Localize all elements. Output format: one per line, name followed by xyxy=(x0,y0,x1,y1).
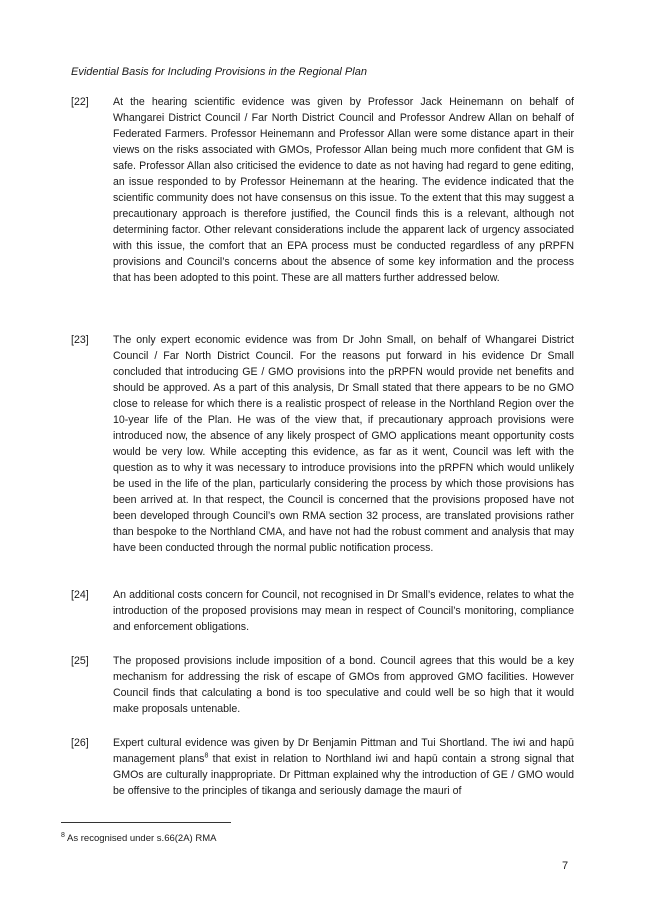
paragraph-24 xyxy=(71,587,574,635)
paragraph-text-start: Expert cultural evidence was given by Dr Benjamin Pittman and Tui Shortland. The iwi and hapū management plans xyxy=(113,737,574,765)
paragraph-23 xyxy=(71,332,574,556)
footnote-reference[interactable]: 8 xyxy=(204,752,209,760)
section-heading: Evidential Basis for Including Provisions in the Regional Plan xyxy=(71,66,367,78)
paragraph-25 xyxy=(71,653,574,717)
footnote xyxy=(61,833,216,844)
footnote-divider xyxy=(61,822,231,823)
paragraph-26 xyxy=(71,735,574,799)
paragraph-text: An additional costs concern for Council, not recognised in Dr Small’s evidence, relates to what the introduction of the proposed provisions may mean in respect of Council’s monitoring, compliance and enforcement obligations. xyxy=(113,589,574,633)
paragraph-22 xyxy=(71,94,574,286)
paragraph-number: [23] xyxy=(71,334,89,346)
paragraph-number: [25] xyxy=(71,655,89,667)
footnote-marker: 8 xyxy=(61,831,65,839)
paragraph-number: [26] xyxy=(71,737,89,749)
paragraph-text: At the hearing scientific evidence was given by Professor Jack Heinemann on behalf of Whangarei District Council / Far North District Council and Professor Andrew Allan on behalf of Federated Farmers. Professor Heinemann and Professor Allan were some distance apart in their views on the risks associated with GMOs, Professor Allan being much more confident that GM is safe. Professor Allan also criticised the evidence to date as not having had regard to gene editing, an issue responded to by Professor Heinemann at the hearing. The evidence indicated that the scientific community does not have consensus on this issue. To the extent that this may suggest a precautionary approach is therefore justified, the Council finds this is a relevant, although not determining factor. Other relevant considerations include the apparent lack of urgency associated with this issue, the comfort that an EPA process must be conducted regardless of any pRPFN provisions and Council’s concerns about the absence of some key information and the process that has been adopted to this point. These are all matters further addressed below. xyxy=(113,96,574,284)
paragraph-text-end: that exist in relation to Northland iwi and hapū contain a strong signal that GMOs are culturally inappropriate. Dr Pittman explained why the introduction of GE / GMO would be offensive to the principles of tikanga and seriously damage the mauri of xyxy=(113,753,574,797)
paragraph-number: [24] xyxy=(71,589,89,601)
paragraph-text xyxy=(113,735,574,799)
page-number: 7 xyxy=(562,860,569,872)
paragraph-number: [22] xyxy=(71,96,89,108)
paragraph-text: The only expert economic evidence was from Dr John Small, on behalf of Whangarei District Council / Far North District Council. For the reasons put forward in his evidence Dr Small concluded that introducing GE / GMO provisions into the pRPFN would provide net benefits and should be approved. As a part of this analysis, Dr Small stated that there appears to be no GMO close to release for which there is a realistic prospect of release in the Northland Region over the 10-year life of the Plan. He was of the view that, if precautionary approach provisions were introduced now, the absence of any likely prospect of GMO applications meant opportunity costs would be very low. While accepting this evidence, as far as it went, Council was left with the question as to why it was necessary to introduce provisions into the pRPFN which would unlikely be used in the life of the plan, particularly considering the process by which those provisions has been arrived at. In that respect, the Council is concerned that the provisions proposed have not been developed through Council’s own RMA section 32 process, are translated provisions rather than bespoke to the Northland CMA, and have not had the robust comment and analysis that may have been conducted through the normal public notification process. xyxy=(113,334,574,554)
paragraph-text: The proposed provisions include imposition of a bond. Council agrees that this would be a key mechanism for addressing the risk of escape of GMOs from approved GMO facilities. However Council finds that calculating a bond is too speculative and could well be so high that it would make proposals untenable. xyxy=(113,655,574,715)
footnote-text: As recognised under s.66(2A) RMA xyxy=(64,833,217,844)
